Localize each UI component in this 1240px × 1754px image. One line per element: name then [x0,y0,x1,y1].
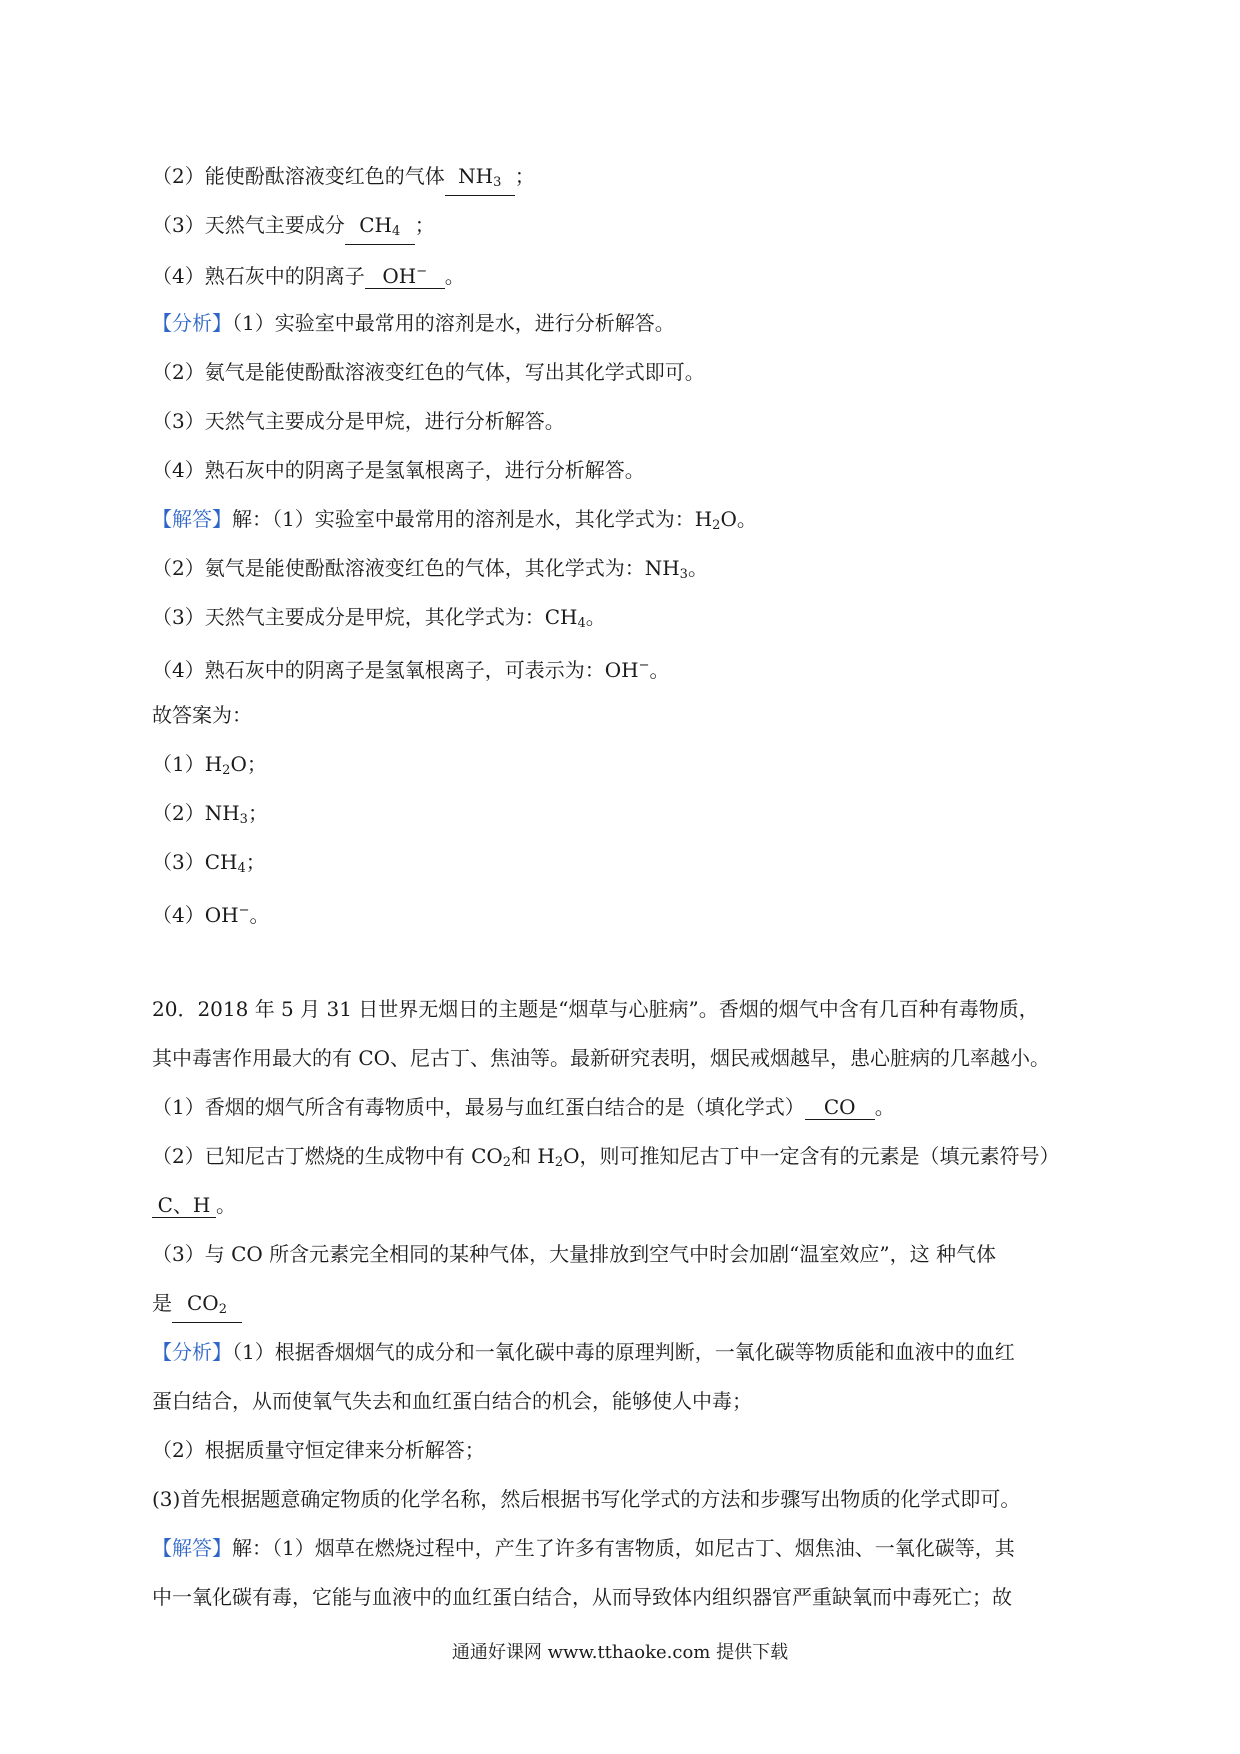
answer-blank: OH− [365,260,445,289]
q19-part2: （2）能使酚酞溶液变红色的气体 $NH_3$ ； [152,162,535,196]
q20-analysis-line-2: 蛋白结合，从而使氧气失去和血红蛋白结合的机会，能够使人中毒； [152,1389,752,1413]
q20-part3-line-2: 是 $CO_2$ [152,1289,242,1323]
q19-solution-line-3: （3）天然气主要成分是甲烷，其化学式为：$CH_4$。 [152,605,606,631]
q19-part3: （3）天然气主要成分 $CH_4$ ； [152,211,435,245]
q19-solution-line-4: （4）熟石灰中的阴离子是氢氧根离子，可表示为：OH−。 [152,658,670,682]
q20-solution-line-2: 中一氧化碳有毒，它能与血液中的血红蛋白结合，从而导致体内组织器官严重缺氧而中毒死亡；故 [152,1585,1012,1609]
q20-analysis-line-1: 【分析】（1）根据香烟烟气的成分和一氧化碳中毒的原理判断，一氧化碳等物质能和血液中的血红 [152,1340,1015,1364]
analysis-tag: 【分析】 [152,1340,232,1364]
q20-solution-line-1: 【解答】解：（1）烟草在燃烧过程中，产生了许多有害物质，如尼古丁、烟焦油、一氧化碳等，其 [152,1536,1015,1560]
solution-tag: 【解答】 [152,1536,232,1560]
q19-conclusion: 故答案为： [152,703,252,727]
q20-part3-line-1: （3）与 CO 所含元素完全相同的某种气体，大量排放到空气中时会加剧“温室效应”，这 种气体 [152,1242,996,1266]
answer-blank: C、H [152,1193,216,1218]
answer-blank: $NH_3$ [445,164,515,196]
q19-analysis-line-1: 【分析】（1）实验室中最常用的溶剂是水，进行分析解答。 [152,311,675,335]
q19-part4: （4）熟石灰中的阴离子 OH− 。 [152,260,465,290]
q20-part1: （1）香烟的烟气所含有毒物质中，最易与血红蛋白结合的是（填化学式） CO 。 [152,1095,895,1119]
answer-blank: $CO_2$ [172,1291,242,1323]
q20-part2-line-1: （2）已知尼古丁燃烧的生成物中有 $CO_2$和 $H_2O$，则可推知尼古丁中一定含有的元素是（填元素符号） [152,1144,1060,1170]
q19-analysis-line-3: （3）天然气主要成分是甲烷，进行分析解答。 [152,409,565,433]
q19-final-answer-1: $(1)H_2O$； [152,752,267,778]
q20-stem-line-1: 20．2018 年 5 月 31 日世界无烟日的主题是“烟草与心脏病”。香烟的烟气中含有几百种有毒物质， [152,997,1039,1021]
answer-blank: CO [805,1095,875,1120]
answer-blank: $CH_4$ [345,213,415,245]
q19-solution-line-2: （2）氨气是能使酚酞溶液变红色的气体，其化学式为：$NH_3$。 [152,556,708,582]
q19-final-answer-3: $(3)CH_4$； [152,850,266,876]
q20-part2-line-2: C、H 。 [152,1191,236,1219]
page-footer: 通通好课网 www.tthaoke.com 提供下载 [451,1642,789,1663]
q19-analysis-line-2: （2）氨气是能使酚酞溶液变红色的气体，写出其化学式即可。 [152,360,705,384]
q20-analysis-line-4: (3)首先根据题意确定物质的化学名称，然后根据书写化学式的方法和步骤写出物质的化学式即可。 [152,1487,1021,1511]
q19-final-answer-2: $(2)NH_3$； [152,801,268,827]
solution-tag: 【解答】 [152,507,232,531]
q20-analysis-line-3: （2）根据质量守恒定律来分析解答； [152,1438,485,1462]
q19-analysis-line-4: （4）熟石灰中的阴离子是氢氧根离子，进行分析解答。 [152,458,645,482]
analysis-tag: 【分析】 [152,311,232,335]
q19-solution-line-1: 【解答】解：（1）实验室中最常用的溶剂是水，其化学式为：$H_2O$。 [152,507,757,533]
q19-final-answer-4: （4）OH−。 [152,903,270,927]
q20-stem-line-2: 其中毒害作用最大的有 CO、尼古丁、焦油等。最新研究表明，烟民戒烟越早，患心脏病的几率越小。 [152,1046,1051,1070]
